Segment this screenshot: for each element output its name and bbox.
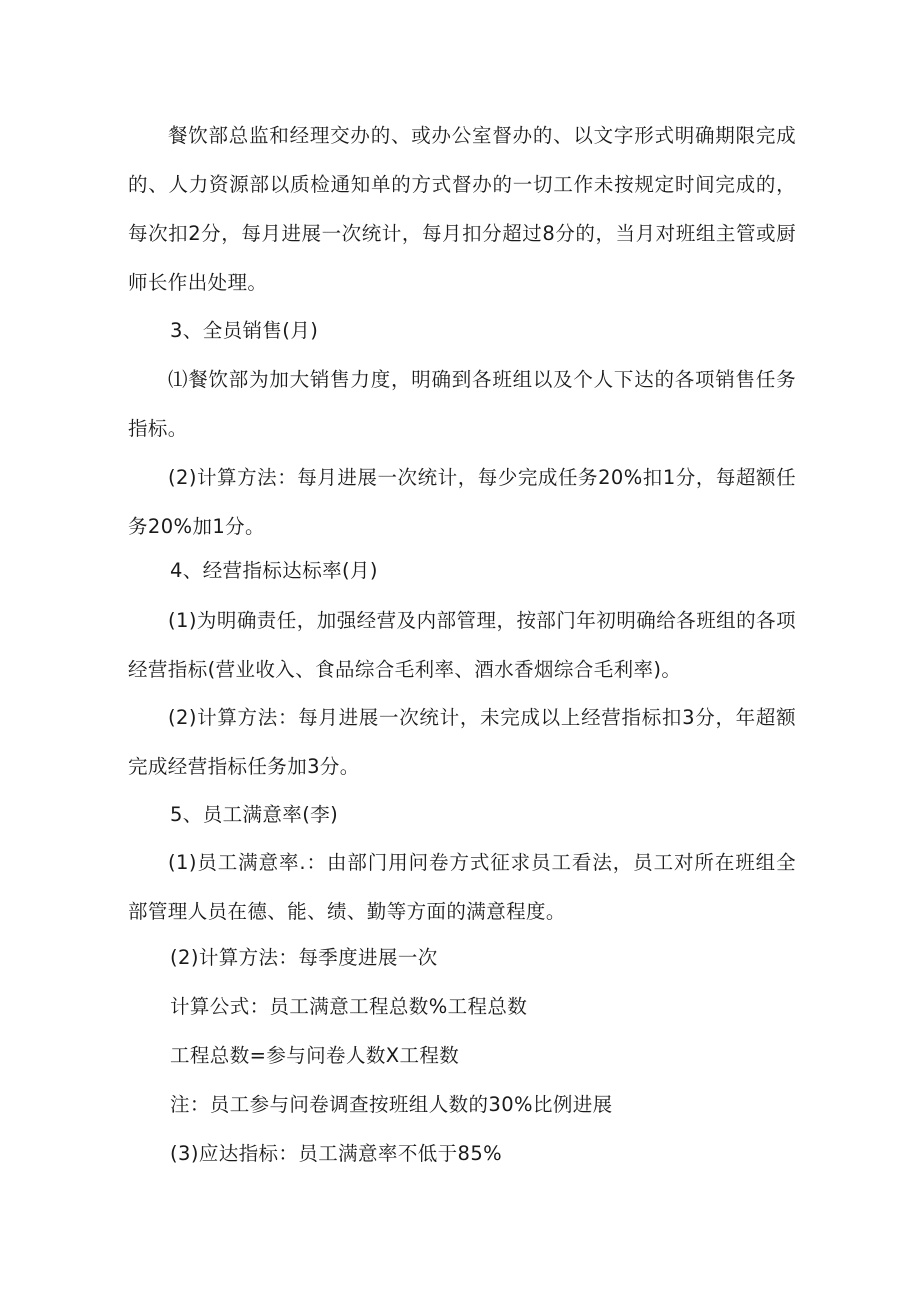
paragraph-target-rate: (3)应达指标：员工满意率不低于85% bbox=[170, 1142, 503, 1165]
paragraph-sales-calculation: (2)计算方法：每月进展一次统计，每少完成任务20%扣1分，每超额任务20%加1分。 bbox=[128, 466, 796, 538]
paragraph-total-items: 工程总数=参与问卷人数X工程数 bbox=[170, 1044, 460, 1067]
heading-staff-satisfaction: 5、员工满意率(李) bbox=[170, 803, 339, 826]
paragraph-satisfaction-calculation: (2)计算方法：每季度进展一次 bbox=[170, 946, 438, 969]
paragraph-overdue-tasks: 餐饮部总监和经理交办的、或办公室督办的、以文字形式明确期限完成的、人力资源部以质检通知单的方式督办的一切工作未按规定时间完成的，每次扣2分，每月进展一次统计，每月扣分超过8分的，当月对班组主管或厨师长作出处理。 bbox=[128, 124, 796, 294]
paragraph-operating-calculation: (2)计算方法：每月进展一次统计，未完成以上经营指标扣3分，年超额完成经营指标任务加3分。 bbox=[128, 706, 796, 778]
heading-operating-targets: 4、经营指标达标率(月) bbox=[170, 559, 378, 582]
paragraph-formula: 计算公式：员工满意工程总数%工程总数 bbox=[170, 995, 528, 1018]
paragraph-note: 注：员工参与问卷调查按班组人数的30%比例进展 bbox=[170, 1093, 613, 1116]
paragraph-satisfaction-definition: (1)员工满意率.：由部门用问卷方式征求员工看法，员工对所在班组全部管理人员在德、能、绩、勤等方面的满意程度。 bbox=[128, 851, 796, 923]
paragraph-sales-targets: ⑴餐饮部为加大销售力度，明确到各班组以及个人下达的各项销售任务指标。 bbox=[128, 368, 796, 440]
paragraph-operating-responsibility: (1)为明确责任，加强经营及内部管理，按部门年初明确给各班组的各项经营指标(营业收入、食品综合毛利率、酒水香烟综合毛利率)。 bbox=[128, 609, 796, 681]
heading-full-staff-sales: 3、全员销售(月) bbox=[170, 319, 319, 342]
